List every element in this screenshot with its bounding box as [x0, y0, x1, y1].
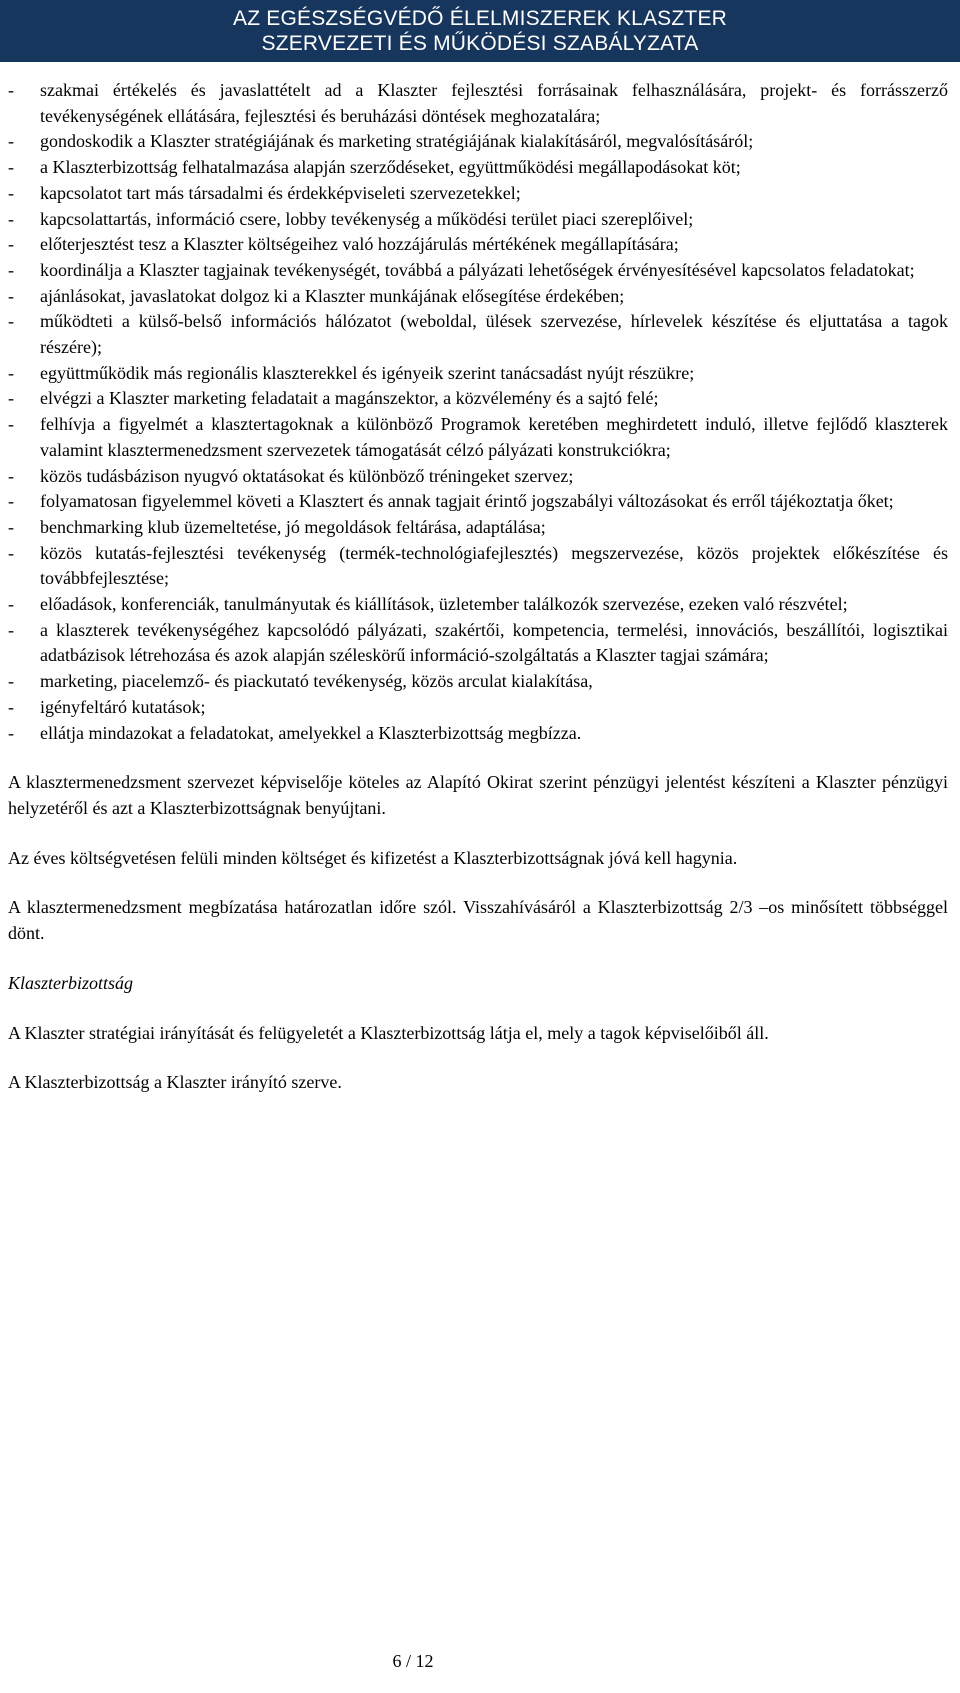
list-bullet: -	[8, 259, 14, 280]
list-bullet: -	[8, 722, 14, 743]
section-title: Klaszterbizottság	[8, 972, 134, 993]
list-bullet: -	[8, 696, 14, 717]
list-item	[8, 464, 948, 490]
list-item-text: közös kutatás-fejlesztési tevékenység (termék-technológiafejlesztés) megszervezése, közös projektek előkészítése és továbbfejlesztése;	[40, 542, 948, 589]
header-title-line2: SZERVEZETI ÉS MŰKÖDÉSI SZABÁLYZATA	[261, 32, 699, 55]
list-bullet: -	[8, 157, 14, 178]
list-item	[8, 258, 948, 284]
list-item-text: elvégzi a Klaszter marketing feladatait a magánszektor, a közvélemény és a sajtó felé;	[40, 388, 659, 409]
list-item	[8, 78, 948, 129]
list-item	[8, 412, 948, 463]
list-bullet: -	[8, 234, 14, 255]
list-item	[8, 695, 948, 721]
list-item-text: ellátja mindazokat a feladatokat, amelyekkel a Klaszterbizottság megbízza.	[40, 722, 582, 743]
list-item	[8, 618, 948, 669]
list-item	[8, 181, 948, 207]
list-bullet: -	[8, 285, 14, 306]
list-bullet: -	[8, 208, 14, 229]
document-body	[8, 78, 948, 1096]
paragraph-budget: Az éves költségvetésen felüli minden költséget és kifizetést a Klaszterbizottságnak jóvá kell hagynia.	[8, 847, 738, 868]
list-item	[8, 515, 948, 541]
list-item	[8, 669, 948, 695]
document-header	[0, 0, 960, 62]
list-item-text: előterjesztést tesz a Klaszter költségeihez való hozzájárulás mértékének megállapítására;	[40, 234, 679, 255]
list-item-text: a klaszterek tevékenységéhez kapcsolódó pályázati, szakértői, kompetencia, termelési, innovációs, beszállítói, logisztikai adatbázisok létrehozása és azok alapján széleskörű információ-szolgáltatás a Klaszter tagjai számára;	[40, 619, 948, 666]
list-item-text: gondoskodik a Klaszter stratégiájának és marketing stratégiájának kialakításáról, megvalósításáról;	[40, 131, 754, 152]
list-item	[8, 386, 948, 412]
list-item	[8, 309, 948, 360]
list-bullet: -	[8, 414, 14, 435]
list-item-text: kapcsolatot tart más társadalmi és érdekképviseleti szervezetekkel;	[40, 182, 521, 203]
list-item	[8, 361, 948, 387]
list-item	[8, 232, 948, 258]
list-bullet: -	[8, 491, 14, 512]
list-item	[8, 207, 948, 233]
list-bullet: -	[8, 182, 14, 203]
list-item-text: ajánlásokat, javaslatokat dolgoz ki a Klaszter munkájának elősegítése érdekében;	[40, 285, 625, 306]
list-item-text: marketing, piacelemző- és piackutató tevékenység, közös arculat kialakítása,	[40, 671, 593, 692]
list-item	[8, 489, 948, 515]
list-item-text: igényfeltáró kutatások;	[40, 696, 206, 717]
list-bullet: -	[8, 131, 14, 152]
list-item	[8, 721, 948, 747]
list-item-text: kapcsolattartás, információ csere, lobby tevékenység a működési terület piaci szereplőivel;	[40, 208, 694, 229]
list-item	[8, 541, 948, 592]
list-bullet: -	[8, 516, 14, 537]
list-item-text: előadások, konferenciák, tanulmányutak és kiállítások, üzletember találkozók szervezése, ezeken való részvétel;	[40, 594, 848, 615]
list-bullet: -	[8, 362, 14, 383]
list-bullet: -	[8, 619, 14, 640]
paragraph-mandate: A klasztermenedzsment megbízatása határozatlan időre szól. Visszahívásáról a Klaszterbizottság 2/3 –os minősített többséggel dönt.	[8, 897, 948, 944]
list-item	[8, 155, 948, 181]
list-item-text: szakmai értékelés és javaslattételt ad a Klaszter fejlesztési forrásainak felhasználására, projekt- és forrásszerző tevékenységének ellátására, fejlesztési és beruházási döntések meghozatalára;	[40, 80, 948, 126]
list-item-text: közös tudásbázison nyugvó oktatásokat és különböző tréningeket szervez;	[40, 465, 574, 486]
paragraph-financial-report: A klasztermenedzsment szervezet képviselője köteles az Alapító Okirat szerint pénzügyi jelentést készíteni a Klaszter pénzügyi helyzetéről és azt a Klaszterbizottságnak benyújtani.	[8, 772, 948, 818]
page-number: 6 / 12	[392, 1651, 434, 1671]
paragraph-governing-body: A Klaszterbizottság a Klaszter irányító szerve.	[8, 1072, 342, 1093]
list-item-text: koordinálja a Klaszter tagjainak tevékenységét, továbbá a pályázati lehetőségek érvényesítésével kapcsolatos feladatokat;	[40, 259, 915, 280]
list-bullet: -	[8, 388, 14, 409]
list-item-text: a Klaszterbizottság felhatalmazása alapján szerződéseket, együttműködési megállapodásokat köt;	[40, 157, 741, 178]
list-item-text: folyamatosan figyelemmel követi a Klasztert és annak tagjait érintő jogszabályi változásokat és erről tájékoztatja őket;	[40, 491, 894, 512]
list-bullet: -	[8, 671, 14, 692]
header-title-line1: AZ EGÉSZSÉGVÉDŐ ÉLELMISZEREK KLASZTER	[232, 7, 728, 30]
list-bullet: -	[8, 80, 14, 100]
list-item	[8, 592, 948, 618]
paragraph-committee: A Klaszter stratégiai irányítását és felügyeletét a Klaszterbizottság látja el, mely a tagok képviselőiből áll.	[8, 1022, 769, 1043]
list-bullet: -	[8, 311, 14, 332]
list-item-text: együttműködik más regionális klaszterekkel és igényeik szerint tanácsadást nyújt részükre;	[40, 362, 695, 383]
list-bullet: -	[8, 465, 14, 486]
list-item-text: felhívja a figyelmét a klasztertagoknak a különböző Programok keretében meghirdetett induló, illetve fejlődő klaszterek valamint klasztermenedzsment szervezetek támogatását célzó pályázati konstrukciókra;	[40, 414, 948, 460]
list-bullet: -	[8, 594, 14, 615]
list-item	[8, 284, 948, 310]
list-item-text: benchmarking klub üzemeltetése, jó megoldások feltárása, adaptálása;	[40, 516, 546, 537]
list-bullet: -	[8, 542, 14, 563]
list-item-text: működteti a külső-belső információs hálózatot (weboldal, ülések szervezése, hírlevelek készítése és eljuttatása a tagok részére);	[40, 311, 948, 358]
duties-list	[8, 78, 948, 746]
list-item	[8, 129, 948, 155]
